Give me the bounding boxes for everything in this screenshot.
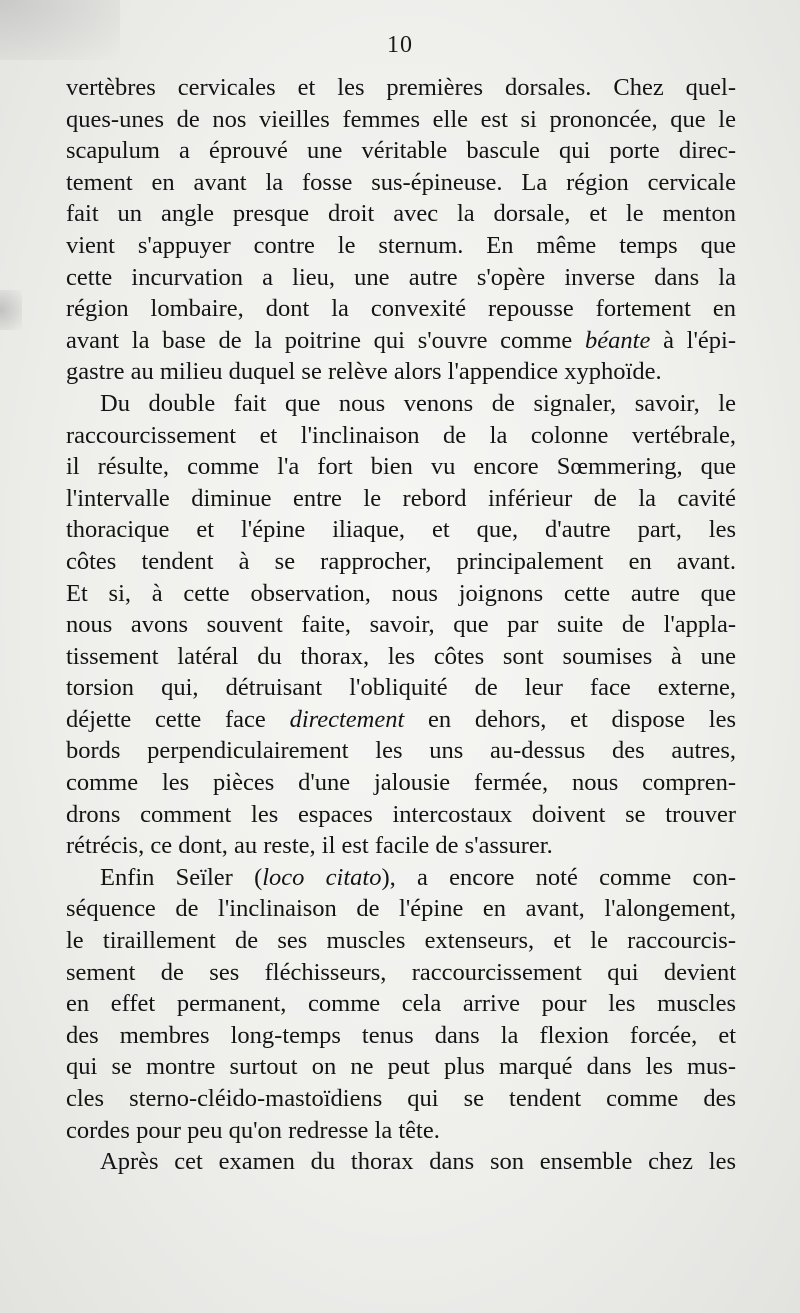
- italic-term: directement: [289, 705, 405, 733]
- text-line: Du double fait que nous venons de signaler, savoir, le: [100, 389, 736, 417]
- italic-term: loco citato: [262, 863, 382, 891]
- text-line: des membres long-temps tenus dans la flexion forcée, et: [66, 1021, 736, 1049]
- margin-smudge: [0, 290, 22, 330]
- page-number: 10: [387, 32, 413, 58]
- text-line: Et si, à cette observation, nous joignons cette autre que: [66, 579, 736, 607]
- text-line: ques-unes de nos vieilles femmes elle est si prononcée, que le: [66, 105, 736, 133]
- text-line: comme les pièces d'une jalousie fermée, nous compren-: [66, 769, 736, 797]
- text-line: cette incurvation a lieu, une autre s'opère inverse dans la: [66, 263, 736, 291]
- text-line: cles sterno-cléido-mastoïdiens qui se tendent comme des: [66, 1085, 736, 1112]
- text-line: vertèbres cervicales et les premières dorsales. Chez quel-: [66, 74, 736, 101]
- text-line: qui se montre surtout on ne peut plus marqué dans les mus-: [66, 1053, 736, 1081]
- text-line: nous avons souvent faite, savoir, que par suite de l'appla-: [66, 611, 736, 639]
- text-line: rétrécis, ce dont, au reste, il est facile de s'assurer.: [66, 832, 553, 860]
- text-line: avant la base de la poitrine qui s'ouvre comme béante à l'épi-: [66, 326, 736, 354]
- text-line: séquence de l'inclinaison de l'épine en avant, l'alongement,: [66, 895, 736, 923]
- text-line: thoracique et l'épine iliaque, et que, d'autre part, les: [66, 516, 736, 544]
- text-line: sement de ses fléchisseurs, raccourcissement qui devient: [66, 958, 736, 986]
- text-line: Après cet examen du thorax dans son ensemble chez les: [100, 1148, 736, 1176]
- text-line: scapulum a éprouvé une véritable bascule qui porte direc-: [66, 137, 736, 165]
- text-line: Enfin Seïler (loco citato), a encore noté comme con-: [100, 863, 736, 891]
- text-line: région lombaire, dont la convexité repousse fortement en: [66, 295, 736, 323]
- text-line: il résulte, comme l'a fort bien vu encore Sœmmering, que: [66, 453, 736, 481]
- text-line: en effet permanent, comme cela arrive pour les muscles: [66, 990, 736, 1018]
- text-line: côtes tendent à se rapprocher, principalement en avant.: [66, 547, 736, 575]
- italic-term: béante: [585, 326, 651, 354]
- text-line: tissement latéral du thorax, les côtes sont soumises à une: [66, 642, 736, 670]
- text-line: vient s'appuyer contre le sternum. En même temps que: [66, 231, 736, 259]
- text-line: déjette cette face directement en dehors, et dispose les: [66, 705, 736, 733]
- text-line: gastre au milieu duquel se relève alors l'appendice xyphoïde.: [66, 358, 662, 386]
- text-line: le tiraillement de ses muscles extenseurs, et le raccourcis-: [66, 927, 736, 955]
- body-text: [66, 72, 736, 1178]
- text-line: tement en avant la fosse sus-épineuse. La région cervicale: [66, 168, 736, 196]
- text-line: fait un angle presque droit avec la dorsale, et le menton: [66, 200, 736, 228]
- text-line: bords perpendiculairement les uns au-dessus des autres,: [66, 737, 736, 765]
- text-line: raccourcissement et l'inclinaison de la colonne vertébrale,: [66, 421, 736, 449]
- text-line: l'intervalle diminue entre le rebord inférieur de la cavité: [66, 484, 736, 512]
- text-line: cordes pour peu qu'on redresse la tête.: [66, 1116, 440, 1144]
- text-line: drons comment les espaces intercostaux doivent se trouver: [66, 800, 736, 828]
- text-line: torsion qui, détruisant l'obliquité de leur face externe,: [66, 674, 736, 702]
